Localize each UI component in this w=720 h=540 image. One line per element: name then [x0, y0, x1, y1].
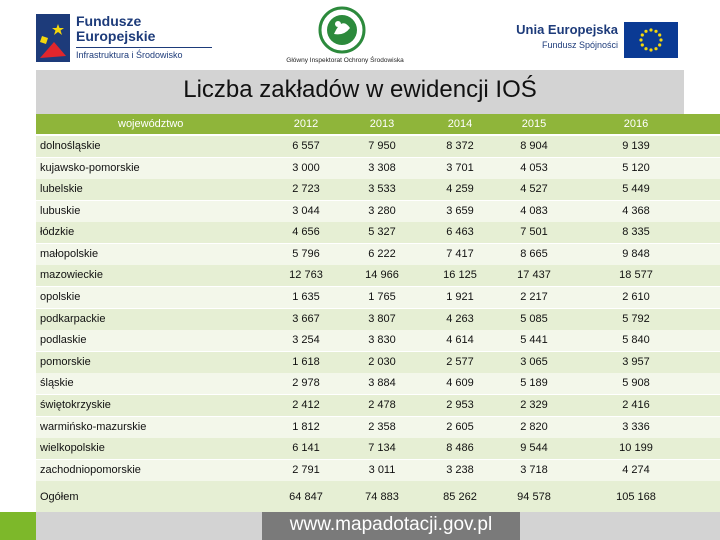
cell-value: 9 848 — [622, 248, 650, 260]
table-row — [36, 330, 720, 351]
cell-value: 2 030 — [368, 356, 396, 368]
cell-value: 4 274 — [622, 464, 650, 476]
cell-value: 5 189 — [520, 377, 548, 389]
unia-europejska-logo — [508, 18, 688, 62]
cell-value: 2 577 — [446, 356, 474, 368]
region-name: lubelskie — [40, 183, 83, 195]
header-2016: 2016 — [623, 118, 649, 130]
cell-value: 3 884 — [368, 377, 396, 389]
cell-value: 4 259 — [446, 183, 474, 195]
cell-value: 3 807 — [368, 313, 396, 325]
table-row — [36, 179, 720, 200]
cell-value: 16 125 — [443, 269, 477, 281]
cell-value: 3 830 — [368, 334, 396, 346]
cell-value: 7 950 — [368, 140, 396, 152]
cell-value: 2 820 — [520, 421, 548, 433]
page-title: Liczba zakładów w ewidencji IOŚ — [183, 76, 537, 103]
region-name: mazowieckie — [40, 269, 103, 281]
cell-value: 7 501 — [520, 226, 548, 238]
table-row — [36, 136, 720, 157]
cell-value: 74 883 — [365, 491, 399, 503]
cell-value: 5 120 — [622, 162, 650, 174]
cell-value: 3 044 — [292, 205, 320, 217]
table-row — [36, 265, 720, 286]
table-row — [36, 158, 720, 179]
eu-flag-icon — [624, 22, 678, 58]
fe-line3: Infrastruktura i Środowisko — [76, 47, 212, 60]
cell-value: 8 665 — [520, 248, 548, 260]
cell-value: 5 449 — [622, 183, 650, 195]
header-region: województwo — [118, 118, 184, 130]
table-row — [36, 287, 720, 308]
cell-value: 6 222 — [368, 248, 396, 260]
cell-value: 18 577 — [619, 269, 653, 281]
table-row — [36, 395, 720, 416]
header-2012: 2012 — [293, 118, 319, 130]
table-row — [36, 222, 720, 243]
cell-value: 3 667 — [292, 313, 320, 325]
fe-line2: Europejskie — [76, 28, 156, 44]
cell-value: 7 134 — [368, 442, 396, 454]
table-row — [36, 460, 720, 481]
cell-value: 10 199 — [619, 442, 653, 454]
region-name: podkarpackie — [40, 313, 106, 325]
cell-value: 1 618 — [292, 356, 320, 368]
cell-value: 6 557 — [292, 140, 320, 152]
cell-value: 3 701 — [446, 162, 474, 174]
ue-line1: Unia Europejska — [516, 22, 618, 37]
cell-value: 2 978 — [292, 377, 320, 389]
cell-value: 3 238 — [446, 464, 474, 476]
cell-value: 5 441 — [520, 334, 548, 346]
cell-value: 17 437 — [517, 269, 551, 281]
cell-value: 8 372 — [446, 140, 474, 152]
cell-value: 3 308 — [368, 162, 396, 174]
title-band — [36, 70, 684, 114]
cell-value: 4 527 — [520, 183, 548, 195]
cell-value: 2 412 — [292, 399, 320, 411]
table-header — [36, 114, 720, 134]
cell-value: 5 908 — [622, 377, 650, 389]
footer-green-block — [0, 512, 36, 540]
cell-value: 1 635 — [292, 291, 320, 303]
cell-value: 5 792 — [622, 313, 650, 325]
cell-value: 5 840 — [622, 334, 650, 346]
region-name: podlaskie — [40, 334, 87, 346]
cell-value: 2 953 — [446, 399, 474, 411]
cell-value: 2 217 — [520, 291, 548, 303]
cell-value: 2 610 — [622, 291, 650, 303]
cell-value: 2 723 — [292, 183, 320, 195]
cell-value: 2 791 — [292, 464, 320, 476]
cell-value: 4 083 — [520, 205, 548, 217]
cell-value: 3 957 — [622, 356, 650, 368]
table-row — [36, 438, 720, 459]
cell-value: 6 141 — [292, 442, 320, 454]
cell-value: 14 966 — [365, 269, 399, 281]
cell-value: 4 609 — [446, 377, 474, 389]
region-name: lubuskie — [40, 205, 81, 217]
cell-value: 3 000 — [292, 162, 320, 174]
cell-value: 9 139 — [622, 140, 650, 152]
region-name: Ogółem — [40, 491, 79, 503]
gios-caption: Główny Inspektorat Ochrony Środowiska — [286, 57, 404, 64]
header-2014: 2014 — [447, 118, 473, 130]
cell-value: 4 614 — [446, 334, 474, 346]
cell-value: 3 065 — [520, 356, 548, 368]
cell-value: 85 262 — [443, 491, 477, 503]
region-name: łódzkie — [40, 226, 75, 238]
region-name: pomorskie — [40, 356, 91, 368]
cell-value: 2 416 — [622, 399, 650, 411]
fe-line1: Fundusze — [76, 13, 142, 29]
cell-value: 4 656 — [292, 226, 320, 238]
cell-value: 5 085 — [520, 313, 548, 325]
cell-value: 8 335 — [622, 226, 650, 238]
region-name: małopolskie — [40, 248, 99, 260]
gios-logo-icon — [314, 6, 370, 54]
region-name: kujawsko-pomorskie — [40, 162, 140, 174]
cell-value: 3 336 — [622, 421, 650, 433]
table-row — [36, 417, 720, 438]
cell-value: 6 463 — [446, 226, 474, 238]
cell-value: 64 847 — [289, 491, 323, 503]
region-name: zachodniopomorskie — [40, 464, 141, 476]
region-name: wielkopolskie — [40, 442, 105, 454]
cell-value: 8 486 — [446, 442, 474, 454]
ue-line2: Fundusz Spójności — [541, 40, 618, 50]
fundusze-europejskie-logo — [36, 12, 216, 66]
fe-flag-icon — [36, 14, 70, 62]
cell-value: 2 478 — [368, 399, 396, 411]
cell-value: 3 011 — [368, 464, 396, 476]
cell-value: 3 659 — [446, 205, 474, 217]
footer-url[interactable]: www.mapadotacji.gov.pl — [289, 514, 493, 535]
cell-value: 2 358 — [368, 421, 396, 433]
cell-value: 3 254 — [292, 334, 320, 346]
table-row — [36, 309, 720, 330]
cell-value: 1 921 — [446, 291, 474, 303]
cell-value: 7 417 — [446, 248, 474, 260]
cell-value: 4 053 — [520, 162, 548, 174]
cell-value: 8 904 — [520, 140, 548, 152]
region-name: opolskie — [40, 291, 81, 303]
region-name: świętokrzyskie — [40, 399, 111, 411]
table-row — [36, 244, 720, 265]
cell-value: 5 796 — [292, 248, 320, 260]
cell-value: 4 368 — [622, 205, 650, 217]
header-2013: 2013 — [369, 118, 395, 130]
cell-value: 1 765 — [368, 291, 396, 303]
cell-value: 2 329 — [520, 399, 548, 411]
region-name: śląskie — [40, 377, 74, 389]
cell-value: 1 812 — [292, 421, 320, 433]
header-2015: 2015 — [521, 118, 547, 130]
cell-value: 4 263 — [446, 313, 474, 325]
cell-value: 3 718 — [520, 464, 548, 476]
cell-value: 9 544 — [520, 442, 548, 454]
cell-value: 3 533 — [368, 183, 396, 195]
cell-value: 105 168 — [616, 491, 656, 503]
table-row — [36, 481, 720, 514]
cell-value: 12 763 — [289, 269, 323, 281]
region-name: warmińsko-mazurskie — [40, 421, 147, 433]
table-row — [36, 373, 720, 394]
table-row — [36, 352, 720, 373]
cell-value: 94 578 — [517, 491, 551, 503]
region-name: dolnośląskie — [40, 140, 101, 152]
table-row — [36, 201, 720, 222]
cell-value: 3 280 — [368, 205, 396, 217]
cell-value: 2 605 — [446, 421, 474, 433]
cell-value: 5 327 — [368, 226, 396, 238]
